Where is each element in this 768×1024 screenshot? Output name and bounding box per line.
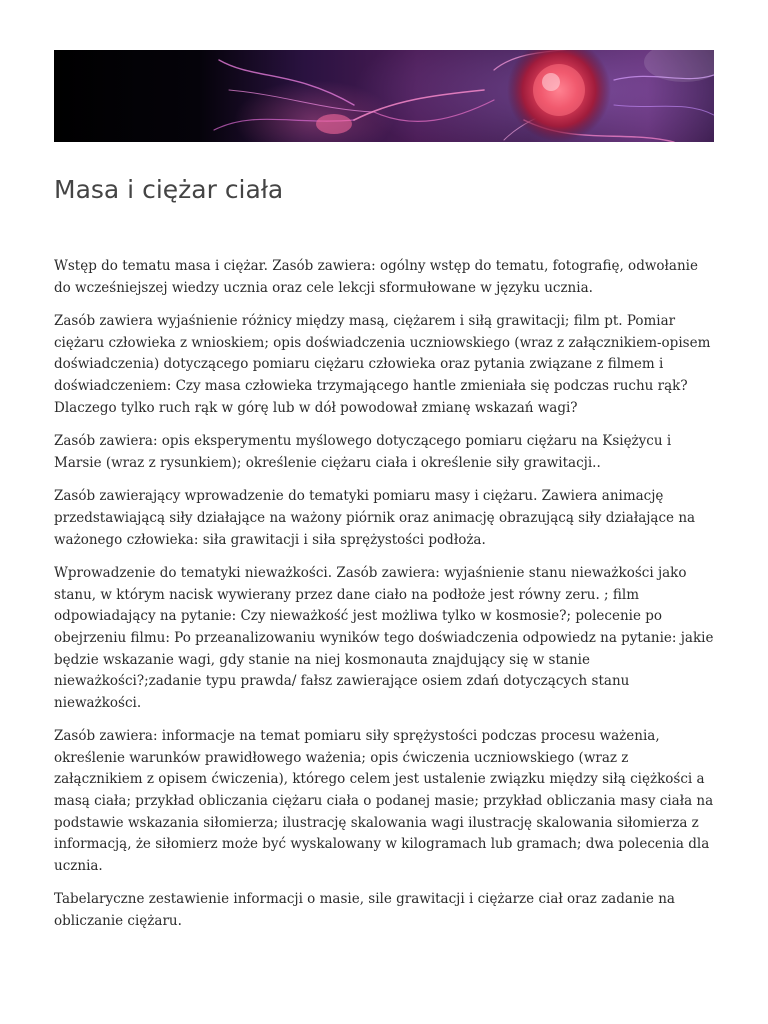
- paragraph-6: Zasób zawiera: informacje na temat pomiaru siły sprężystości podczas procesu ważenia, określenie warunków prawidłowego ważenia; opis ćwiczenia uczniowskiego (wraz z załącznikiem z opisem ćwiczenia), którego celem jest ustalenie związku między siłą ciężkości a masą ciała; przykład obliczania ciężaru ciała o podanej masie; przykład obliczania masy ciała na podstawie wskazania siłomierza; ilustrację skalowania wagi ilustrację skalowania siłomierza z informacją, że siłomierz może być wyskalowany w kilogramach lub gramach; dwa polecenia dla ucznia.: [54, 728, 714, 874]
- plasma-ball-image: [54, 50, 714, 142]
- paragraph-7: Tabelaryczne zestawienie informacji o masie, sile grawitacji i ciężarze ciał oraz zadanie na obliczanie ciężaru.: [54, 891, 675, 930]
- paragraph-3: Zasób zawiera: opis eksperymentu myślowego dotyczącego pomiaru ciężaru na Księżycu i Marsie (wraz z rysunkiem); określenie ciężaru ciała i określenie siły grawitacji..: [54, 433, 672, 471]
- paragraph-2: Zasób zawiera wyjaśnienie różnicy między masą, ciężarem i siłą grawitacji; film pt. Pomiar ciężaru człowieka z wnioskiem; opis doświadczenia uczniowskiego (wraz z załącznikiem-opisem doświadczenia) dotyczącego pomiaru ciężaru człowieka oraz pytania związane z filmem i doświadczeniem: Czy masa człowieka trzymającego hantle zmieniała się podczas ruchu rąk? Dlaczego tylko ruch rąk w górę lub w dół powodował zmianę wskazań wagi?: [54, 313, 711, 416]
- paragraph-5: Wprowadzenie do tematyki nieważkości. Zasób zawiera: wyjaśnienie stanu nieważkości jako stanu, w którym nacisk wywierany przez dane ciało na podłoże jest równy zeru. ; film odpowiadający na pytanie: Czy nieważkość jest możliwa tylko w kosmosie?; polecenie po obejrzeniu filmu: Po przeanalizowaniu wyników tego doświadczenia odpowiedz na pytanie: jakie będzie wskazanie wagi, gdy stanie na niej kosmonauta znajdujący się w stanie nieważkości?;zadanie typu prawda/ fałsz zawierające osiem zdań dotyczących stanu nieważkości.: [54, 565, 714, 711]
- paragraph-1: Wstęp do tematu masa i ciężar. Zasób zawiera: ogólny wstęp do tematu, fotografię, odwołanie do wcześniejszej wiedzy ucznia oraz cele lekcji sformułowane w języku ucznia.: [54, 258, 698, 296]
- banner-image: [54, 50, 714, 142]
- content: [54, 256, 714, 945]
- page-title: Masa i ciężar ciała: [54, 175, 284, 204]
- paragraph-4: Zasób zawierający wprowadzenie do tematyki pomiaru masy i ciężaru. Zawiera animację przedstawiającą siły działające na ważony piórnik oraz animację obrazującą siły działające na ważonego człowieka: siła grawitacji i siła sprężystości podłoża.: [54, 488, 696, 548]
